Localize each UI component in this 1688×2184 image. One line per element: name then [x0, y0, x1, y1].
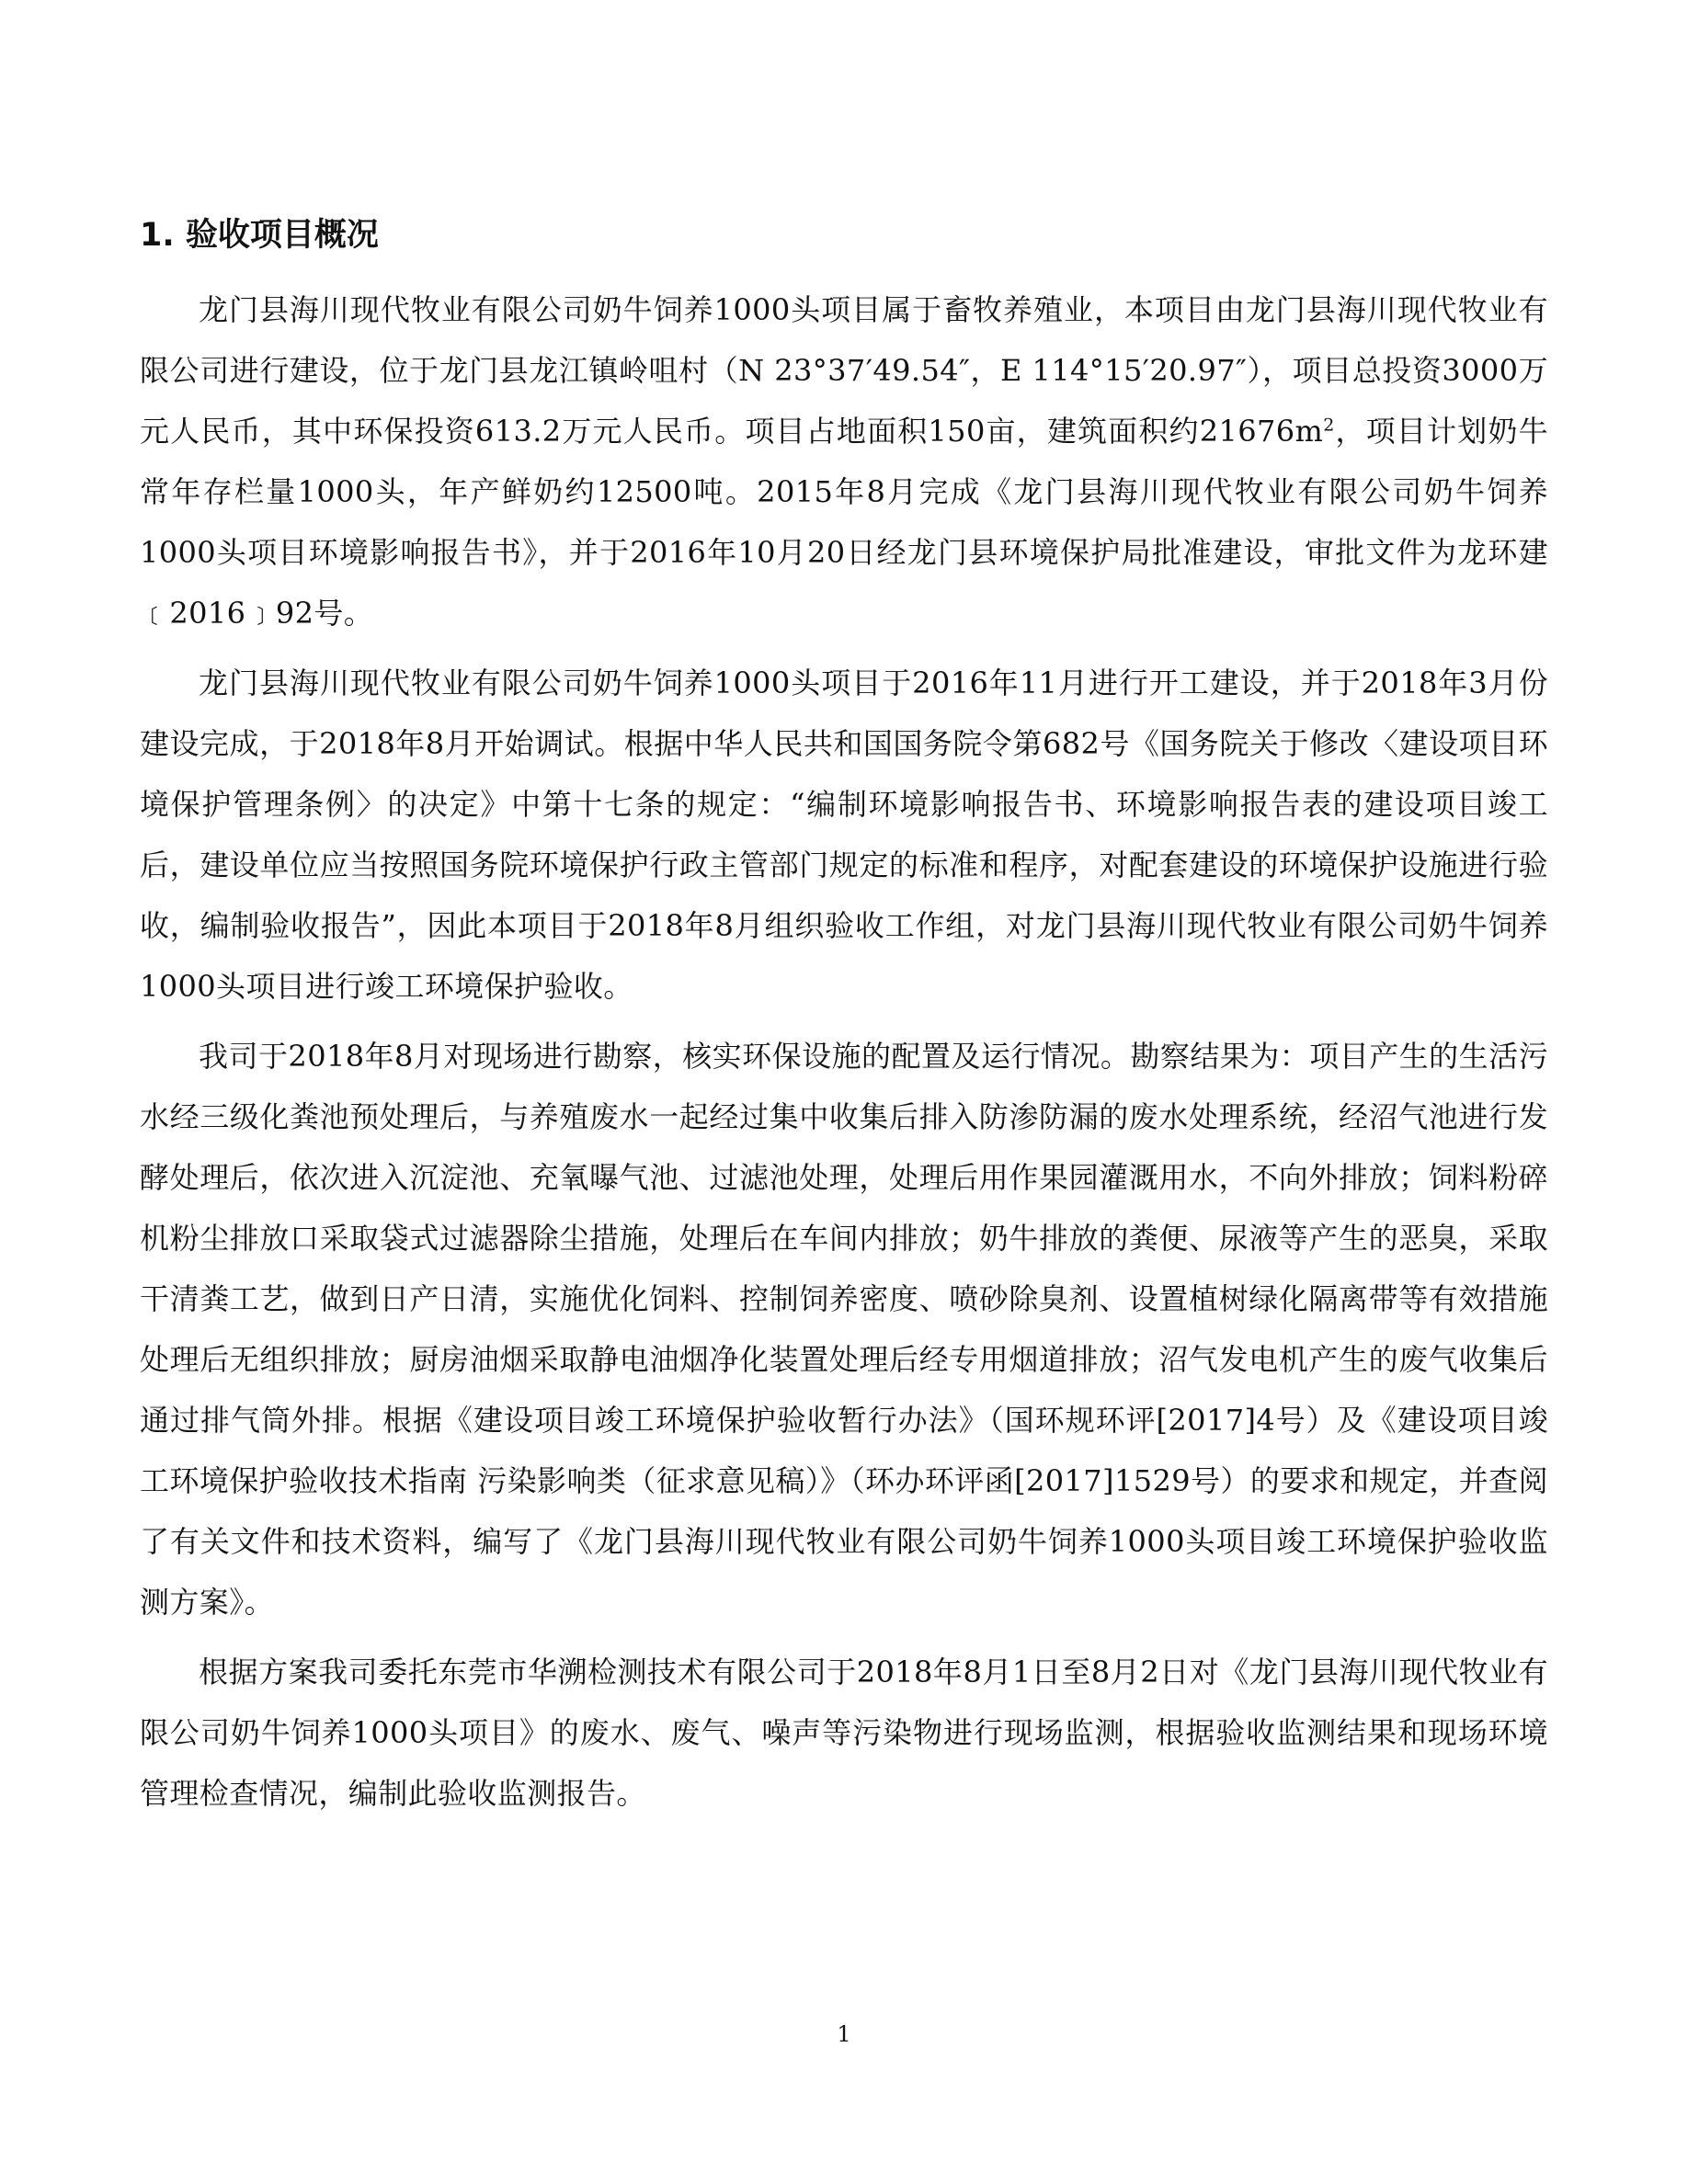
- section-heading: 1. 验收项目概况: [140, 217, 379, 254]
- paragraph-1: [140, 279, 1548, 643]
- paragraph-2: 龙门县海川现代牧业有限公司奶牛饲养1000头项目于2016年11月进行开工建设，并于2018年3月份建设完成，于2018年8月开始调试。根据中华人民共和国国务院令第682号《国务院关于修改〈建设项目环境保护管理条例〉的决定》中第十七条的规定：“编制环境影响报告书、环境影响报告表的建设项目竣工后，建设单位应当按照国务院环境保护行政主管部门规定的标准和程序，对配套建设的环境保护设施进行验收，编制验收报告”，因此本项目于2018年8月组织验收工作组，对龙门县海川现代牧业有限公司奶牛饲养1000头项目进行竣工环境保护验收。: [140, 665, 1548, 1004]
- paragraph-1-text-a: 龙门县海川现代牧业有限公司奶牛饲养1000头项目属于畜牧养殖业，本项目由龙门县海川现代牧业有限公司进行建设，位于龙门县龙江镇岭咀村（N 23°37′49.54″，E 114°15′20.97″），项目总投资3000万元人民币，其中环保投资613.2万元人民币。项目占地面积150亩，建筑面积约21676m: [140, 292, 1548, 449]
- paragraph-1-text-b: ，项目计划奶牛常年存栏量1000头，年产鲜奶约12500吨。2015年8月完成《龙门县海川现代牧业有限公司奶牛饲养1000头项目环境影响报告书》，并于2016年10月20日经龙门县环境保护局批准建设，审批文件为龙环建﹝2016﹞92号。: [140, 414, 1548, 631]
- page-number: 1: [837, 2021, 851, 2047]
- superscript-2: 2: [1323, 415, 1335, 436]
- body-text: [140, 279, 1548, 1833]
- paragraph-3: 我司于2018年8月对现场进行勘察，核实环保设施的配置及运行情况。勘察结果为：项目产生的生活污水经三级化粪池预处理后，与养殖废水一起经过集中收集后排入防渗防漏的废水处理系统，经沼气池进行发酵处理后，依次进入沉淀池、充氧曝气池、过滤池处理，处理后用作果园灌溉用水，不向外排放；饲料粉碎机粉尘排放口采取袋式过滤器除尘措施，处理后在车间内排放；奶牛排放的粪便、尿液等产生的恶臭，采取干清粪工艺，做到日产日清，实施优化饲料、控制饲养密度、喷砂除臭剂、设置植树绿化隔离带等有效措施处理后无组织排放；厨房油烟采取静电油烟净化装置处理后经专用烟道排放；沼气发电机产生的废气收集后通过排气筒外排。根据《建设项目竣工环境保护验收暂行办法》（国环规环评[2017]4号）及《建设项目竣工环境保护验收技术指南 污染影响类（征求意见稿）》（环办环评函[2017]1529号）的要求和规定，并查阅了有关文件和技术资料，编写了《龙门县海川现代牧业有限公司奶牛饲养1000头项目竣工环境保护验收监测方案》。: [140, 1039, 1548, 1620]
- paragraph-4: 根据方案我司委托东莞市华溯检测技术有限公司于2018年8月1日至8月2日对《龙门县海川现代牧业有限公司奶牛饲养1000头项目》的废水、废气、噪声等污染物进行现场监测，根据验收监测结果和现场环境管理检查情况，编制此验收监测报告。: [140, 1655, 1548, 1811]
